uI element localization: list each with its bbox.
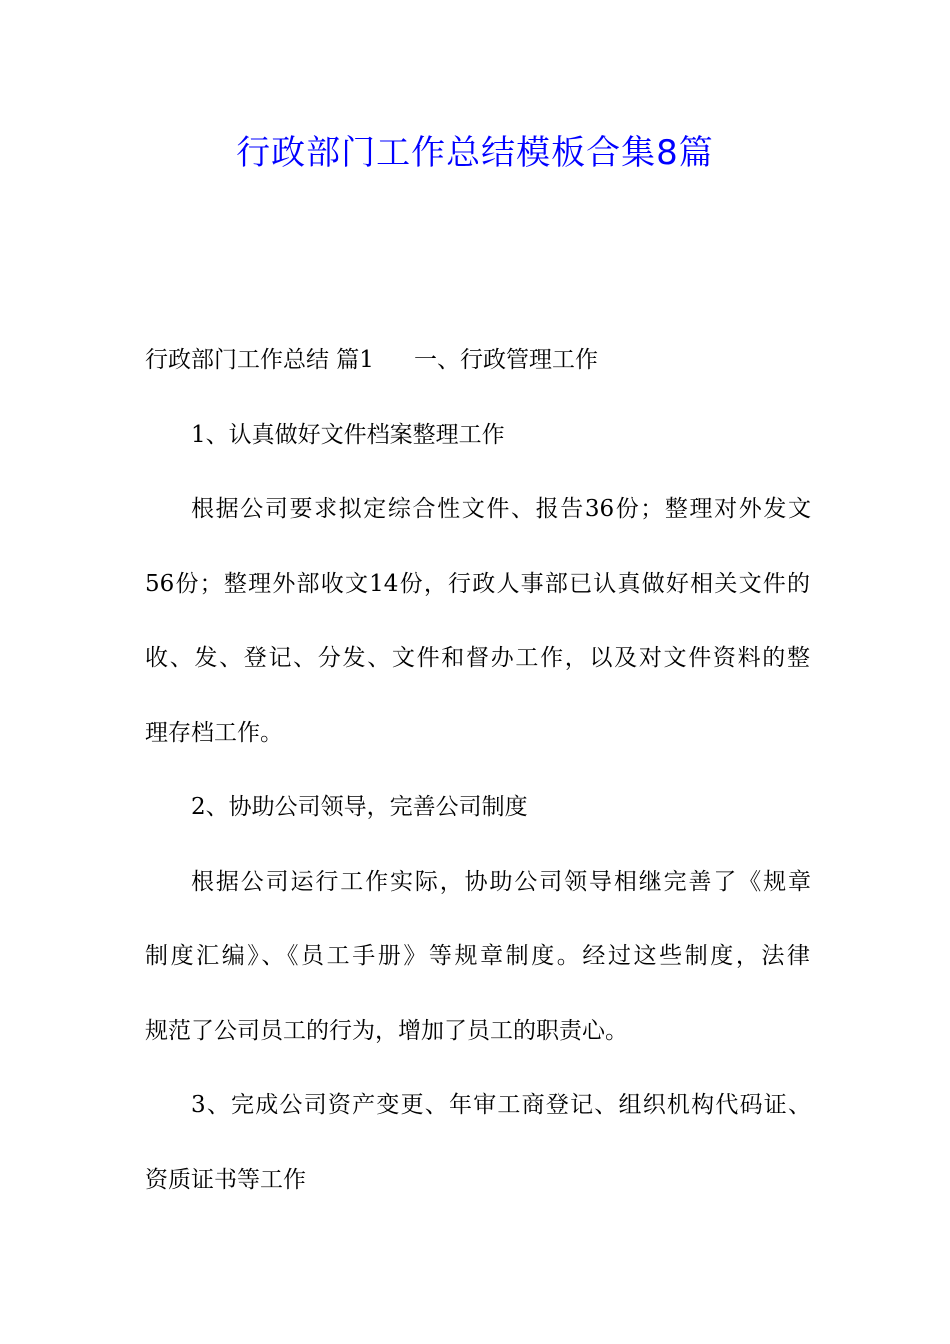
paragraph-line: 理存档工作。 [145,720,283,746]
section-heading-line [145,344,810,376]
paragraph-line: 制度汇编》、《员工手册》等规章制度。经过这些制度，法律 [145,943,810,969]
paragraph-line: 根据公司要求拟定综合性文件、报告36份；整理对外发文 [191,496,811,522]
subheading-1: 1、认真做好文件档案整理工作 [191,422,505,448]
document-title: 行政部门工作总结模板合集8篇 [236,133,714,173]
article-label: 行政部门工作总结 篇1 [145,347,374,373]
paragraph-line: 56份；整理外部收文14份，行政人事部已认真做好相关文件的 [145,571,810,597]
subheading-2: 2、协助公司领导，完善公司制度 [191,794,528,820]
subheading-3: 3、完成公司资产变更、年审工商登记、组织机构代码证、 [191,1092,811,1118]
paragraph-line: 根据公司运行工作实际，协助公司领导相继完善了《规章 [191,869,811,895]
subheading-3-continued: 资质证书等工作 [145,1167,306,1193]
paragraph-line: 收、发、登记、分发、文件和督办工作，以及对文件资料的整 [145,645,810,671]
section-heading: 一、行政管理工作 [413,347,598,373]
paragraph-line: 规范了公司员工的行为，增加了员工的职责心。 [145,1018,628,1044]
